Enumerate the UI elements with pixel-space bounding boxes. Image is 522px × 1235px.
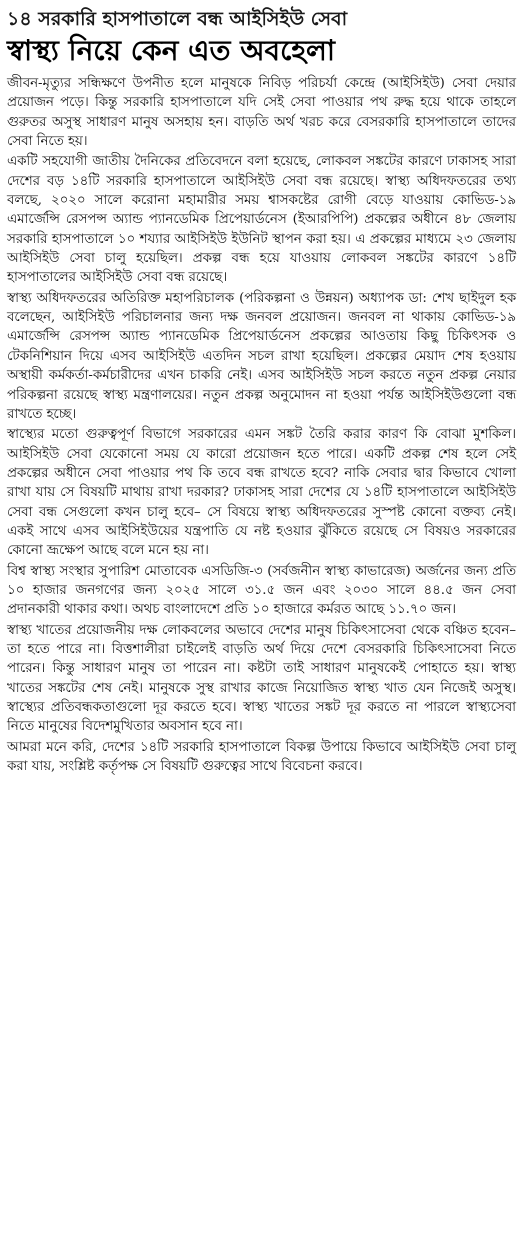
article-body: [7, 74, 516, 776]
paragraph-3: স্বাস্থ্য অধিদফতরের অতিরিক্ত মহাপরিচালক (পরিকল্পনা ও উন্নয়ন) অধ্যাপক ডা: শেখ ছাইদুল হক বলেছেন, আইসিইউ পরিচালনার জন্য দক্ষ জনবল প্রয়োজন। জনবল না থাকায় কোভিড-১৯ এমার্জেন্সি রেসপন্স অ্যান্ড প্যানডেমিক প্রিপেয়ার্ডনেস প্রকল্পের আওতায় কিছু চিকিৎসক ও টেকনিশিয়ান দিয়ে এসব আইসিইউ এতদিন সচল রাখা হয়েছিল। প্রকল্পের মেয়াদ শেষ হওয়ায় অস্থায়ী কর্মকর্তা-কর্মচারীদের এখন চাকরি নেই। এসব আইসিইউ সচল করতে নতুন প্রকল্প নেয়ার পরিকল্পনা রয়েছে স্বাস্থ্য মন্ত্রণালয়ের। নতুন প্রকল্প অনুমোদন না হওয়া পর্যন্ত আইসিইউগুলো বন্ধ রাখতে হচ্ছে।: [7, 290, 516, 422]
paragraph-4: স্বাস্থ্যের মতো গুরুত্বপূর্ণ বিভাগে সরকারের এমন সঙ্কট তৈরি করার কারণ কি বোঝা মুশকিল। আইসিইউ সেবা যেকোনো সময় যে কারো প্রয়োজন হতে পারে। একটি প্রকল্প শেষ হলে সেই প্রকল্পের অধীনে সেবা পাওয়ার পথ কি তবে বন্ধ রাখতে হবে? নাকি সেবার দ্বার কিভাবে খোলা রাখা যায় সে বিষয়টি মাথায় রাখা দরকার? ঢাকাসহ সারা দেশের যে ১৪টি হাসপাতালে আইসিইউ সেবা বন্ধ সেগুলো কখন চালু হবে– সে বিষয়ে স্বাস্থ্য অধিদফতরের সুস্পষ্ট কোনো বক্তব্য নেই। একই সাথে এসব আইসিইউয়ের যন্ত্রপাতি যে নষ্ট হওয়ার ঝুঁকিতে রয়েছে সে বিষয়ও সরকারের কোনো ভ্রূক্ষেপ আছে বলে মনে হয় না।: [7, 427, 516, 559]
paragraph-2: একটি সহযোগী জাতীয় দৈনিকের প্রতিবেদনে বলা হয়েছে, লোকবল সঙ্কটের কারণে ঢাকাসহ সারা দেশের বড় ১৪টি সরকারি হাসপাতালে আইসিইউ সেবা বন্ধ রয়েছে। স্বাস্থ্য অধিদফতরের তথ্য বলছে, ২০২০ সালে করোনা মহামারীর সময় শ্বাসকষ্টের রোগী বেড়ে যাওয়ায় কোভিড-১৯ এমার্জেন্সি রেসপন্স অ্যান্ড প্যানডেমিক প্রিপেয়ার্ডনেস (ইআরপিপি) প্রকল্পের অধীনে ৪৮ জেলায় সরকারি হাসপাতালে ১০ শয্যার আইসিইউ ইউনিট স্থাপন করা হয়। এ প্রকল্পের মাধ্যমে ২৩ জেলায় আইসিইউ সেবা চালু হয়েছিল। প্রকল্প বন্ধ হয়ে যাওয়ায় লোকবল সঙ্কটের কারণে ১৪টি হাসপাতালের আইসিইউ সেবা বন্ধ রয়েছে।: [7, 154, 516, 286]
paragraph-1: জীবন-মৃত্যুর সন্ধিক্ষণে উপনীত হলে মানুষকে নিবিড় পরিচর্যা কেন্দ্রে (আইসিইউ) সেবা দেয়ার প্রয়োজন পড়ে। কিন্তু সরকারি হাসপাতালে যদি সেই সেবা পাওয়ার পথ রুদ্ধ হয়ে থাকে তাহলে গুরুতর অসুস্থ সাধারণ মানুষ অসহায় হন। বাড়তি অর্থ খরচ করে বেসরকারি হাসপাতালে তাদের সেবা নিতে হয়।: [7, 76, 516, 150]
paragraph-7: আমরা মনে করি, দেশের ১৪টি সরকারি হাসপাতালে বিকল্প উপায়ে কিভাবে আইসিইউ সেবা চালু করা যায়, সংশ্লিষ্ট কর্তৃপক্ষ সে বিষয়টি গুরুত্বের সাথে বিবেচনা করবে।: [7, 739, 516, 775]
paragraph-5: বিশ্ব স্বাস্থ্য সংস্থার সুপারিশ মোতাবেক এসডিজি-৩ (সর্বজনীন স্বাস্থ্য কাভারেজ) অর্জনের জন্য প্রতি ১০ হাজার জনগণের জন্য ২০২৫ সালে ৩১.৫ জন এবং ২০৩০ সালে ৪৪.৫ জন সেবা প্রদানকারী থাকার কথা। অথচ বাংলাদেশে প্রতি ১০ হাজারে কর্মরত আছে ১১.৭০ জন।: [7, 563, 516, 618]
main-headline: স্বাস্থ্য নিয়ে কেন এত অবহেলা: [7, 34, 336, 67]
paragraph-6: স্বাস্থ্য খাতের প্রয়োজনীয় দক্ষ লোকবলের অভাবে দেশের মানুষ চিকিৎসাসেবা থেকে বঞ্চিত হবেন– তা হতে পারে না। বিত্তশালীরা চাইলেই বাড়তি অর্থ দিয়ে দেশে বেসরকারি চিকিৎসাসেবা নিতে পারেন। কিন্তু সাধারণ মানুষ তা পারেন না। কষ্টটা তাই সাধারণ মানুষকেই পোহাতে হয়। স্বাস্থ্য খাতের সঙ্কটের শেষ নেই। মানুষকে সুস্থ রাখার কাজে নিয়োজিত স্বাস্থ্য খাত যেন নিজেই অসুস্থ। স্বাস্থ্যের প্রতিবন্ধকতাগুলো দূর করতে হবে। স্বাস্থ্য খাতের সঙ্কট দূর করতে না পারলে স্বাস্থ্যসেবা নিতে মানুষের বিদেশমুখিতার অবসান হবে না।: [7, 622, 516, 735]
kicker-headline: ১৪ সরকারি হাসপাতালে বন্ধ আইসিইউ সেবা: [7, 8, 348, 30]
